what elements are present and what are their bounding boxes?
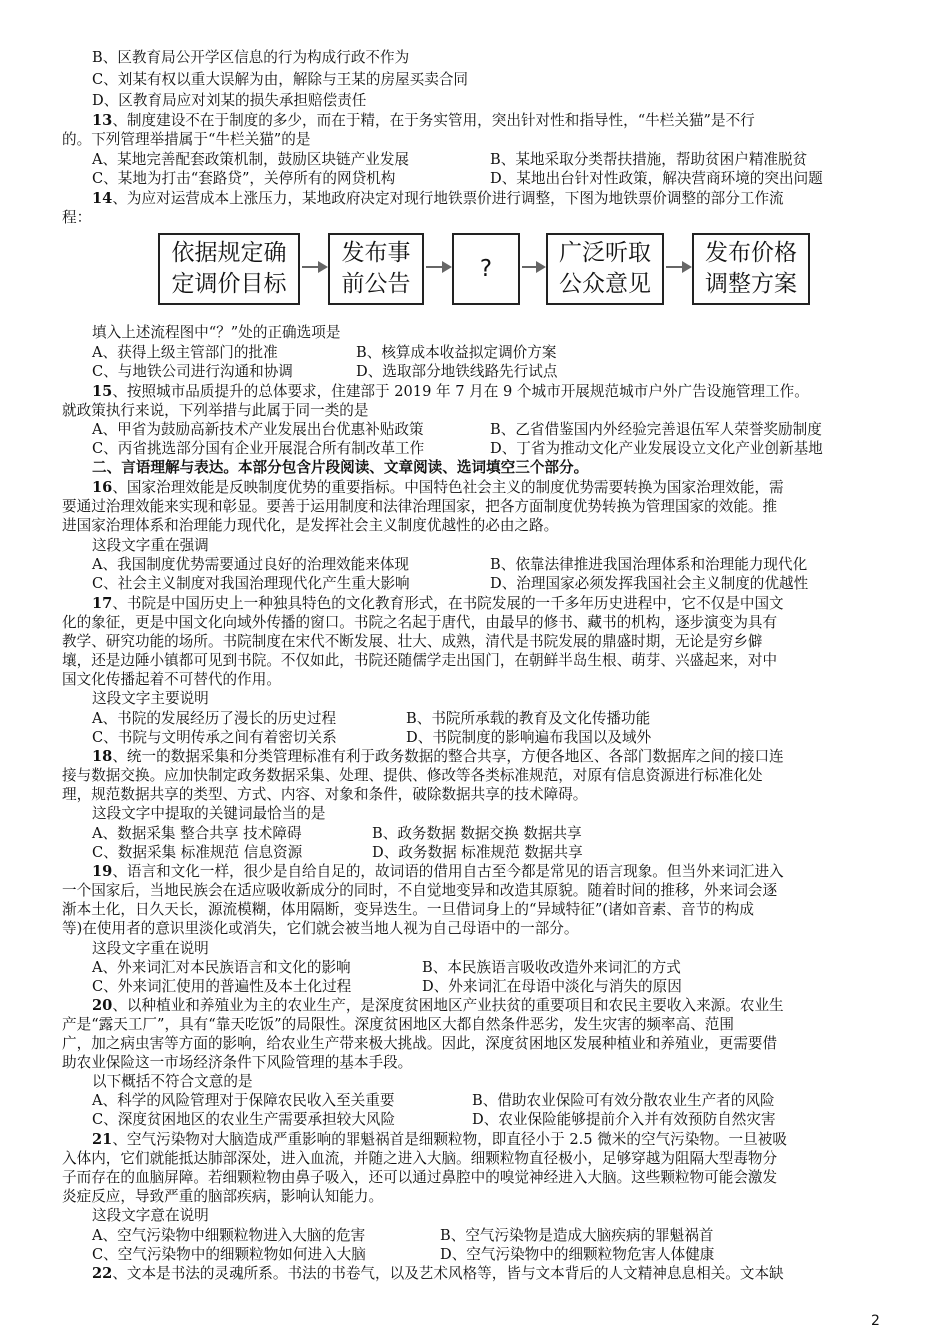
q17-stem-line4: 壤，还是边陲小镇都可见到书院。不仅如此，书院还随儒学走出国门，在朝鲜半岛生根、萌芽、兴盛起来，对中 bbox=[62, 652, 778, 669]
q16-stem-line1 bbox=[92, 479, 784, 497]
q12-option-d: D、区教育局应对刘某的损失承担赔偿责任 bbox=[92, 92, 367, 109]
q21-stem-line3: 子而存在的血脑屏障。若细颗粒物由鼻子吸入，还可以通过鼻腔中的嗅觉神经进入大脑。这些颗粒物可能会激发 bbox=[62, 1169, 778, 1186]
flow-arrow-icon bbox=[522, 266, 544, 268]
q17-stem-line5: 国文化传播起着不可替代的作用。 bbox=[62, 671, 281, 688]
q18-option-b: B、政务数据 数据交换 数据共享 bbox=[372, 825, 582, 842]
q20-stem-line1 bbox=[92, 997, 784, 1015]
flow-step-5 bbox=[692, 233, 810, 305]
q20-prompt: 以下概括不符合文意的是 bbox=[92, 1073, 253, 1090]
q17-stem-line3: 教学、研究功能的场所。书院制度在宋代不断发展、壮大、成熟，清代是书院发展的鼎盛时期，无论是穷乡僻 bbox=[62, 633, 763, 650]
q16-option-b: B、依靠法律推进我国治理体系和治理能力现代化 bbox=[490, 556, 808, 573]
q18-number: 18 bbox=[92, 748, 113, 765]
q16-prompt: 这段文字重在强调 bbox=[92, 537, 209, 554]
flow-step-1-line2: 定调价目标 bbox=[171, 271, 287, 297]
q15-option-d: D、丁省为推动文化产业发展设立文化产业创新基地 bbox=[490, 440, 823, 457]
q21-option-b: B、空气污染物是造成大脑疾病的罪魁祸首 bbox=[440, 1227, 714, 1244]
q16-number: 16 bbox=[92, 479, 113, 496]
q14-option-b: B、核算成本收益拟定调价方案 bbox=[356, 344, 557, 361]
q19-stem-line1 bbox=[92, 863, 784, 881]
q20-option-d: D、农业保险能够提前介入并有效预防自然灾害 bbox=[472, 1111, 776, 1128]
q17-option-d: D、书院制度的影响遍布我国以及域外 bbox=[406, 729, 652, 746]
flow-arrow-icon bbox=[302, 266, 326, 268]
q16-option-d: D、治理国家必须发挥我国社会主义制度的优越性 bbox=[490, 575, 809, 592]
flow-step-3-unknown bbox=[452, 233, 520, 305]
flow-step-4-line2: 公众意见 bbox=[559, 271, 651, 297]
q13-option-c: C、某地为打击“套路贷”，关停所有的网贷机构 bbox=[92, 170, 396, 187]
q18-option-a: A、数据采集 整合共享 技术障碍 bbox=[92, 825, 302, 842]
q20-option-a: A、科学的风险管理对于保障农民收入至关重要 bbox=[92, 1092, 395, 1109]
q17-prompt: 这段文字主要说明 bbox=[92, 690, 209, 707]
q19-option-c: C、外来词汇使用的普遍性及本土化过程 bbox=[92, 978, 352, 995]
q13-option-d: D、某地出台针对性政策，解决营商环境的突出问题 bbox=[490, 170, 823, 187]
q19-stem-line2: 一个国家后，当地民族会在适应吸收新成分的同时，不自觉地变异和改造其原貌。随着时间的推移，外来词会逐 bbox=[62, 882, 778, 899]
flow-arrow-icon bbox=[426, 266, 450, 268]
flow-step-1 bbox=[158, 233, 300, 305]
q14-prompt: 填入上述流程图中“？”处的正确选项是 bbox=[92, 324, 341, 341]
q21-option-d: D、空气污染物中的细颗粒物危害人体健康 bbox=[440, 1246, 715, 1263]
q21-stem-line2: 入体内，它们就能抵达肺部深处，进入血流，并随之进入大脑。细颗粒物直径极小，足够穿越为阻隔大型毒物分 bbox=[62, 1150, 778, 1167]
q13-text: 、制度建设不在于制度的多少，而在于精，在于务实管用，突出针对性和指导性，“牛栏关猫”是不行 bbox=[112, 112, 755, 129]
q19-number: 19 bbox=[92, 863, 113, 880]
q14-number: 14 bbox=[92, 190, 113, 207]
q20-option-c: C、深度贫困地区的农业生产需要承担较大风险 bbox=[92, 1111, 396, 1128]
flow-step-4-line1: 广泛听取 bbox=[559, 240, 651, 266]
q16-stem-line3: 进国家治理体系和治理能力现代化，是发挥社会主义制度优越性的必由之路。 bbox=[62, 517, 559, 534]
page-number: 2 bbox=[871, 1313, 880, 1329]
q20-text: 、以种植业和养殖业为主的农业生产，是深度贫困地区产业扶贫的重要项目和农民主要收入来源。农业生 bbox=[112, 997, 784, 1014]
q12-option-b: B、区教育局公开学区信息的行为构成行政不作为 bbox=[92, 49, 410, 66]
flow-step-2-line2: 前公告 bbox=[341, 271, 411, 297]
q17-text: 、书院是中国历史上一种独具特色的文化教育形式，在书院发展的一千多年历史进程中，它不仅是中国文 bbox=[112, 595, 784, 612]
q20-number: 20 bbox=[92, 997, 113, 1014]
q20-stem-line4: 助农业保险这一市场经济条件下风险管理的基本手段。 bbox=[62, 1054, 413, 1071]
q20-stem-line3: 广，加之病虫害等方面的影响，给农业生产带来极大挑战。因此，深度贫困地区发展种植业和养殖业，更需要借 bbox=[62, 1035, 778, 1052]
section-heading: 二、言语理解与表达。本部分包含片段阅读、文章阅读、选词填空三个部分。 bbox=[92, 459, 589, 476]
q15-option-c: C、丙省挑选部分国有企业开展混合所有制改革工作 bbox=[92, 440, 425, 457]
q18-stem-line2: 接与数据交换。应加快制定政务数据采集、处理、提供、修改等各类标准规范，对原有信息资源进行标准化处 bbox=[62, 767, 763, 784]
q18-text: 、统一的数据采集和分类管理标准有利于政务数据的整合共享，方便各地区、各部门数据库之间的接口连 bbox=[112, 748, 784, 765]
q17-stem-line1 bbox=[92, 595, 784, 613]
q15-text: 、按照城市品质提升的总体要求，住建部于 2019 年 7 月在 9 个城市开展规范城市户外广告设施管理工作。 bbox=[112, 383, 809, 400]
q13-stem-line1 bbox=[92, 112, 755, 130]
q21-stem-line4: 炎症反应，导致严重的脑部疾病，影响认知能力。 bbox=[62, 1188, 384, 1205]
q16-option-a: A、我国制度优势需要通过良好的治理效能来体现 bbox=[92, 556, 410, 573]
flow-arrow-icon bbox=[666, 266, 690, 268]
q14-stem-line2: 程： bbox=[62, 209, 92, 226]
q15-number: 15 bbox=[92, 383, 113, 400]
q13-number: 13 bbox=[92, 112, 113, 129]
q16-option-c: C、社会主义制度对我国治理现代化产生重大影响 bbox=[92, 575, 410, 592]
q17-option-a: A、书院的发展经历了漫长的历史过程 bbox=[92, 710, 337, 727]
q18-stem-line1 bbox=[92, 748, 784, 766]
q14-option-c: C、与地铁公司进行沟通和协调 bbox=[92, 363, 293, 380]
q18-option-c: C、数据采集 标准规范 信息资源 bbox=[92, 844, 303, 861]
q21-option-c: C、空气污染物中的细颗粒物如何进入大脑 bbox=[92, 1246, 366, 1263]
q15-stem-line1 bbox=[92, 383, 809, 401]
q22-stem-line1 bbox=[92, 1265, 784, 1283]
q12-option-c: C、刘某有权以重大误解为由，解除与王某的房屋买卖合同 bbox=[92, 71, 469, 88]
q13-option-b: B、某地采取分类帮扶措施，帮助贫困户精准脱贫 bbox=[490, 151, 808, 168]
flow-step-5-line1: 发布价格 bbox=[705, 240, 797, 266]
q19-option-b: B、本民族语言吸收改造外来词汇的方式 bbox=[422, 959, 681, 976]
flow-step-2 bbox=[328, 233, 424, 305]
flow-step-3-line1: ? bbox=[479, 255, 493, 282]
q16-stem-line2: 要通过治理效能来实现和彰显。要善于运用制度和法律治理国家，把各方面制度优势转换为管理国家的效能。推 bbox=[62, 498, 778, 515]
flow-step-1-line1: 依据规定确 bbox=[171, 240, 287, 266]
q15-option-a: A、甲省为鼓励高新技术产业发展出台优惠补贴政策 bbox=[92, 421, 424, 438]
q22-text: 、文本是书法的灵魂所系。书法的书卷气，以及艺术风格等，皆与文本背后的人文精神息息相关。文本缺 bbox=[112, 1265, 784, 1282]
flowchart bbox=[158, 233, 878, 309]
q13-stem-line2: 的。下列管理举措属于“牛栏关猫”的是 bbox=[62, 131, 311, 148]
q20-option-b: B、借助农业保险可有效分散农业生产者的风险 bbox=[472, 1092, 775, 1109]
q17-option-c: C、书院与文明传承之间有着密切关系 bbox=[92, 729, 337, 746]
q18-stem-line3: 理，规范数据共享的类型、方式、内容、对象和条件，破除数据共享的技术障碍。 bbox=[62, 786, 588, 803]
q20-stem-line2: 产是“露天工厂”，具有“靠天吃饭”的局限性。深度贫困地区大都自然条件恶劣，发生灾害的频率高、范围 bbox=[62, 1016, 734, 1033]
q21-number: 21 bbox=[92, 1131, 113, 1148]
q19-text: 、语言和文化一样，很少是自给自足的，故词语的借用自古至今都是常见的语言现象。但当外来词汇进入 bbox=[112, 863, 784, 880]
q19-option-a: A、外来词汇对本民族语言和文化的影响 bbox=[92, 959, 351, 976]
q18-prompt: 这段文字中提取的关键词最恰当的是 bbox=[92, 805, 326, 822]
q14-text: 、为应对运营成本上涨压力，某地政府决定对现行地铁票价进行调整，下图为地铁票价调整的部分工作流 bbox=[112, 190, 784, 207]
q18-option-d: D、政务数据 标准规范 数据共享 bbox=[372, 844, 583, 861]
q17-stem-line2: 化的象征，更是中国文化向域外传播的窗口。书院之名起于唐代，由最早的修书、藏书的机构，逐步演变为具有 bbox=[62, 614, 778, 631]
q15-option-b: B、乙省借鉴国内外经验完善退伍军人荣誉奖励制度 bbox=[490, 421, 822, 438]
q19-option-d: D、外来词汇在母语中淡化与消失的原因 bbox=[422, 978, 682, 995]
q13-option-a: A、某地完善配套政策机制，鼓励区块链产业发展 bbox=[92, 151, 410, 168]
q17-number: 17 bbox=[92, 595, 113, 612]
q19-prompt: 这段文字重在说明 bbox=[92, 940, 209, 957]
q14-stem-line1 bbox=[92, 190, 784, 208]
flow-step-4 bbox=[546, 233, 664, 305]
flow-step-2-line1: 发布事 bbox=[341, 240, 411, 266]
q14-option-a: A、获得上级主管部门的批准 bbox=[92, 344, 278, 361]
q15-stem-line2: 就政策执行来说，下列举措与此属于同一类的是 bbox=[62, 402, 369, 419]
q21-option-a: A、空气污染物中细颗粒物进入大脑的危害 bbox=[92, 1227, 366, 1244]
q21-text: 、空气污染物对大脑造成严重影响的罪魁祸首是细颗粒物，即直径小于 2.5 微米的空气污染物。一旦被吸 bbox=[112, 1131, 787, 1148]
q19-stem-line4: 等)在使用者的意识里淡化或消失，它们就会被当地人视为自己母语中的一部分。 bbox=[62, 920, 579, 937]
q17-option-b: B、书院所承载的教育及文化传播功能 bbox=[406, 710, 651, 727]
q19-stem-line3: 渐本土化，日久天长，源流模糊，体用隔断，变异迭生。一旦借词身上的“异域特征”(诸如音素、音节的构成 bbox=[62, 901, 754, 918]
q21-stem-line1 bbox=[92, 1131, 787, 1149]
q14-option-d: D、选取部分地铁线路先行试点 bbox=[356, 363, 558, 380]
q21-prompt: 这段文字意在说明 bbox=[92, 1207, 209, 1224]
q22-number: 22 bbox=[92, 1265, 113, 1282]
flow-step-5-line2: 调整方案 bbox=[705, 271, 797, 297]
q16-text: 、国家治理效能是反映制度优势的重要指标。中国特色社会主义的制度优势需要转换为国家治理效能，需 bbox=[112, 479, 784, 496]
